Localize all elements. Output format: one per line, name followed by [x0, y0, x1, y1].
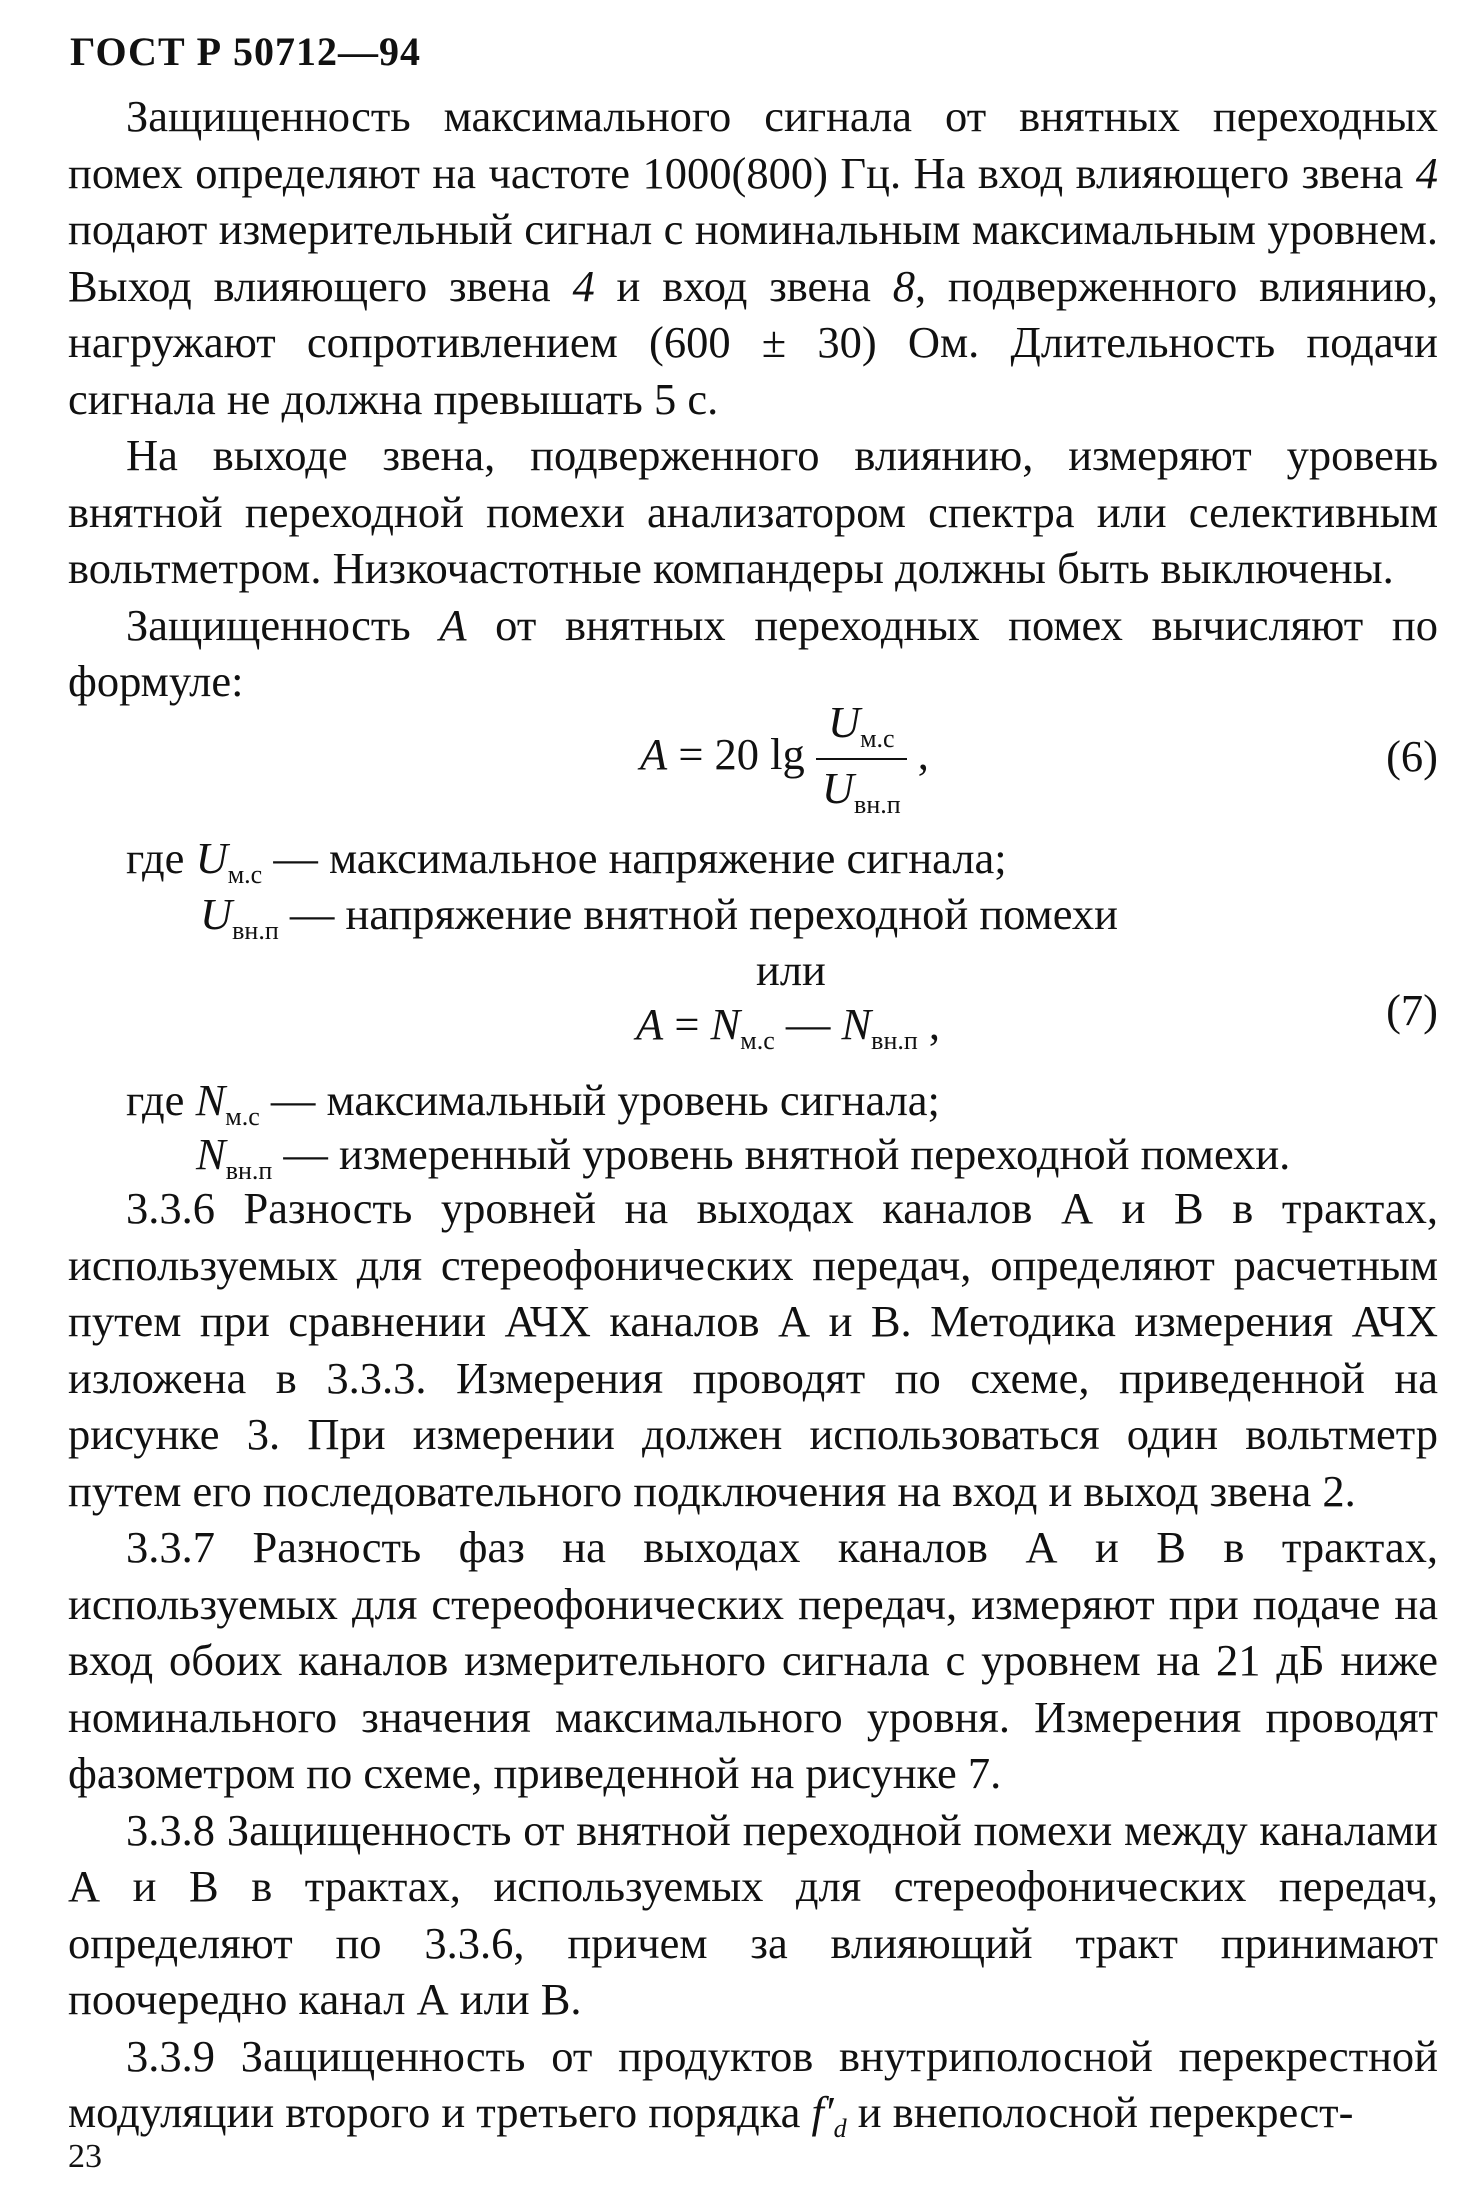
paragraph-1: Защищенность максимального сигнала от внятных переходных помех определяют на частоте 1000(800) Гц. На вход влияющего звена 4 подают измерительный сигнал с номинальным максимальным уровнем. Выход влияющего звена 4 и вход звена 8, подверженного влиянию, нагружают сопротивлением (600 ± 30) Ом. Длительность подачи сигнала не должна превышать 5 с. [68, 91, 1438, 424]
formula-6: A = 20 lg $\frac{U_{м.с}}{U_{вн.п}}$ , [640, 697, 929, 819]
where-line-4: $N_{вн.п}$ — измеренный уровень внятной переходной помехи. [196, 1129, 1291, 1185]
where-line-2: $U_{вн.п}$ — напряжение внятной переходной помехи [200, 889, 1118, 945]
section-3-3-9: 3.3.9 Защищенность от продуктов внутриполосной перекрестной модуляции второго и третьего порядка $f'_d$ и внеполосной перекрест- [68, 2030, 1438, 2143]
or-word: или [756, 945, 826, 995]
document-header: ГОСТ Р 50712—94 [70, 29, 422, 74]
page-number: 23 [68, 2138, 102, 2175]
section-3-3-8: 3.3.8 Защищенность от внятной переходной помехи между каналами А и В в трактах, используемых для стереофонических передач, определяют по 3.3.6, причем за влияющий тракт принимают поочередно канал А или В. [68, 1804, 1438, 2024]
equation-number-7: (7) [1386, 985, 1438, 1035]
where-line-3: где $N_{м.с}$ — максимальный уровень сигнала; [126, 1075, 940, 1131]
paragraph-2: На выходе звена, подверженного влиянию, измеряют уровень внятной переходной помехи анализатором спектра или селективным вольтметром. Низкочастотные компандеры должны быть выключены. [68, 430, 1438, 593]
formula-7: $A = N_{м.с}$ — $N_{вн.п}$ , [636, 999, 941, 1055]
fraction: $\frac{U_{м.с}}{U_{вн.п}}$ [816, 700, 907, 818]
paragraph-3: Защищенность A от внятных переходных помех вычисляют по формуле: [68, 599, 1438, 706]
section-3-3-7: 3.3.7 Разность фаз на выходах каналов А и В в трактах, используемых для стереофонических передач, измеряют при подаче на вход обоих каналов измерительного сигнала с уровнем на 21 дБ ниже номинального значения максимального уровня. Измерения проводят фазометром по схеме, приведенной на рисунке 7. [68, 1522, 1438, 1798]
sections-336-339 [68, 1180, 1438, 2158]
where-line-1: где $U_{м.с}$ — максимальное напряжение сигнала; [126, 833, 1007, 889]
equation-number-6: (6) [1386, 731, 1438, 781]
section-3-3-6: 3.3.6 Разность уровней на выходах каналов А и В в трактах, используемых для стереофонических передач, определяют расчетным путем при сравнении АЧХ каналов А и В. Методика измерения АЧХ изложена в 3.3.3. Измерения проводят по схеме, приведенной на рисунке 3. При измерении должен использоваться один вольтметр путем его последовательного подключения на вход и выход звена 2. [68, 1183, 1438, 1516]
paragraph-intro [68, 88, 1438, 710]
